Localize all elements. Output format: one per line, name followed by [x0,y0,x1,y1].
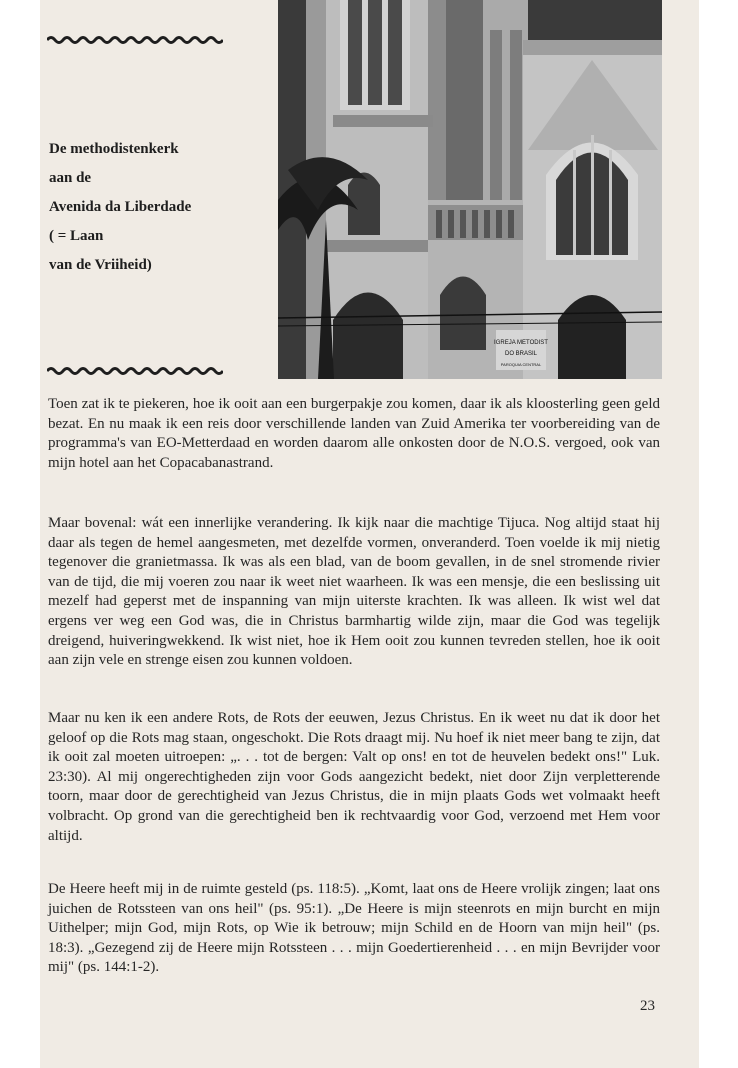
caption-line: ( = Laan [49,228,104,244]
page-number: 23 [640,998,655,1014]
caption-line: De methodistenkerk [49,141,179,157]
sign-line: DO BRASIL [504,351,538,357]
photo-caption [49,135,269,280]
wavy-rule-bottom [47,366,223,376]
paragraph: Maar bovenal: wát een innerlijke verandering. Ik kijk naar die machtige Tijuca. Nog altijd staat hij daar als tegen de hemel aangesmeten, met dezelfde vormen, onveranderd. Toen voelde ik mij nietig tegenover die granietmassa. Ik was als een blad, van de boom gevallen, in de snel stromende rivier van de tijd, die mij voeren zou naar ik weet niet waarheen. Ik was een mensje, die een beslissing uit mezelf had geperst met de inspanning van mijn uiterste krachten. Ik was alleen. Ik wist wel dat ergens ver weg een God was, die in Christus barmhartig wilde zijn, maar die God was tegelijk dreigend, huiveringwekkend. Ik wist niet, hoe ik Hem ooit zou kunnen tevreden stellen, hoe ik ooit aan zijn vele en strenge eisen zou kunnen voldoen. [48,515,660,669]
paragraph: Maar nu ken ik een andere Rots, de Rots der eeuwen, Jezus Christus. En ik weet nu dat ik door het geloof op die Rots mag staan, ongeschokt. Die Rots draagt mij. Nu hoef ik niet meer bang te zijn, dat ik ooit zal moeten uitroepen: „. . . tot de bergen: Valt op ons! en tot de heuvelen bedekt ons!" Luk. 23:30). Al mij ongerechtigheden zijn voor Gods aangezicht bedekt, niet door Zijn verpletterende toorn, maar door de gerechtigheid van Jezus Christus, die in mijn plaats Gods wet volmaakt heeft volbracht. Op grond van die gerechtigheid ben ik rechtvaardig voor God, verzoend met Hem voor altijd. [48,710,660,844]
sign-line: IGREJA METODIST [494,340,548,346]
church-photo [278,0,662,379]
caption-line: van de Vriiheid) [49,257,152,273]
wavy-rule-top [47,35,223,45]
paragraph: Toen zat ik te piekeren, hoe ik ooit aan een burgerpakje zou komen, daar ik als kloosterling geen geld bezat. En nu maak ik een reis door verschillende landen van Zuid Amerika ter voorbereiding van de programma's van EO-Metterdaad en worden daarom alle onkosten door de N.O.S. vergoed, ook van mijn hotel aan het Copacabanastrand. [48,396,660,471]
paragraph: De Heere heeft mij in de ruimte gesteld (ps. 118:5). „Komt, laat ons de Heere vrolijk zingen; laat ons juichen de Rotssteen van ons heil" (ps. 95:1). „De Heere is mijn steenrots en mijn burcht en mijn Uithelper; mijn God, mijn Rots, op Wie ik betrouw; mijn Schild en de Hoorn van mijn heil" (ps. 18:3). „Gezegend zij de Heere mijn Rotssteen . . . mijn Goedertierenheid . . . en mijn Bevrijder voor mij" (ps. 144:1-2). [48,881,660,976]
sign-line: PAROQUIA CENTRAL [500,362,542,367]
church-illustration [278,0,662,379]
caption-line: Avenida da Liberdade [49,199,192,215]
caption-line: aan de [49,170,92,186]
